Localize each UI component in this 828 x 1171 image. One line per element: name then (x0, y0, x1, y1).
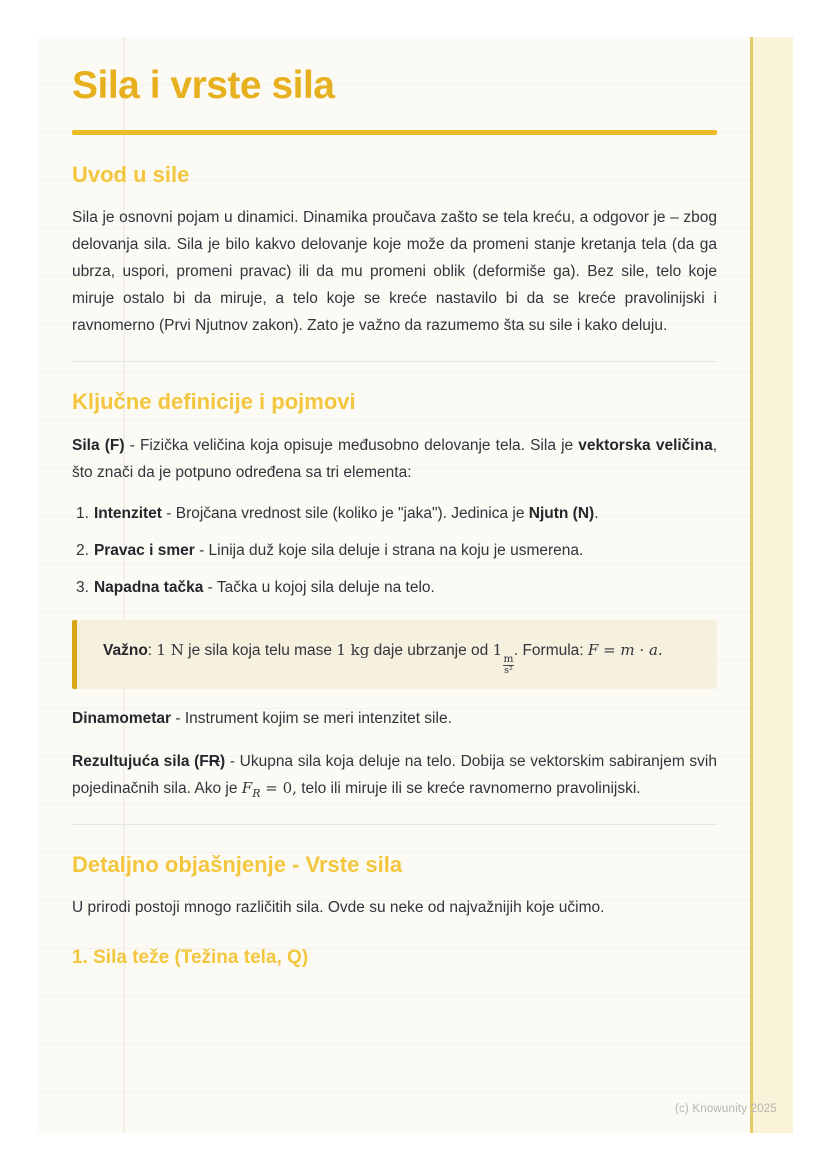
section-divider (72, 824, 717, 825)
list-item-text-end: . (594, 504, 599, 522)
term-njutn: Njutn (N) (528, 504, 595, 522)
term-close-paren: ) (219, 752, 226, 770)
page-title: Sila i vrste sila (72, 64, 335, 107)
term-napadna-tacka: Napadna tačka (93, 578, 204, 596)
list-item-text: - Linija duž koje sila deluje i strana na koju je usmerena. (194, 541, 584, 559)
copyright-footer: (c) Knowunity 2025 (674, 1103, 777, 1115)
math-equals-zero: = 0, (260, 778, 297, 797)
section-divider (72, 361, 717, 362)
math-one: 1 (492, 640, 503, 659)
document-page (38, 37, 793, 1133)
section-heading-definicije: Ključne definicije i pojmovi (72, 389, 356, 415)
callout-text-1: je sila koja telu mase (183, 641, 337, 659)
fraction-denominator: s² (504, 664, 513, 676)
list-number: 3. (76, 578, 89, 596)
callout-label: Važno (103, 641, 148, 659)
term-rezultujuca-sila: Rezultujuća sila (F (72, 752, 209, 770)
fraction-numerator: m (503, 652, 514, 665)
rezultujuca-paragraph (72, 748, 717, 802)
term-dinamometar: Dinamometar (72, 709, 172, 727)
math-formula-f-ma: F = m · a. (587, 640, 663, 659)
term-vektorska-velicina: vektorska veličina (578, 436, 713, 454)
term-intenzitet: Intenzitet (93, 504, 162, 522)
subsection-heading-sila-teze: 1. Sila teže (Težina tela, Q) (72, 947, 309, 969)
lead-text-1: - Fizička veličina koja opisuje međusobno delovanje tela. Sila je (124, 436, 579, 454)
dinamometar-paragraph (72, 705, 717, 732)
list-item (72, 502, 717, 526)
intro-paragraph: Sila je osnovni pojam u dinamici. Dinamika proučava zašto se tela kreću, a odgovor je – zbog delovanja sila. Sila je bilo kakvo delovanje koje može da promeni stanje kretanja tela (da ga ubrza, uspori, promeni pravac) ili da mu promeni oblik (deformiše ga). Bez sile, telo koje miruje ostalo bi da miruje, a telo koje se kreće nastavilo bi da se kreće pravolinijski i ravnomerno (Prvi Njutnov zakon). Zato je važno da razumemo šta su sile i kako deluju. (72, 209, 717, 335)
force-elements-list (72, 502, 717, 600)
details-paragraph: U prirodi postoji mnogo različitih sila. Ovde su neke od najvažnijih koje učimo. (72, 899, 605, 917)
math-f: F (241, 778, 253, 797)
important-callout-box (72, 620, 717, 689)
list-item-text: - Brojčana vrednost sile (koliko je "jaka"). Jedinica je (161, 504, 529, 522)
list-item (72, 539, 717, 563)
math-f-subscript-r: R (252, 786, 261, 800)
rezultujuca-text-2: telo ili miruje ili se kreće ravnomerno pravolinijski. (296, 779, 641, 797)
list-item (72, 576, 717, 600)
section-heading-uvod: Uvod u sile (72, 161, 190, 187)
section-heading-detaljno: Detaljno objašnjenje - Vrste sila (72, 851, 403, 877)
math-fraction-m-per-s2 (503, 654, 514, 676)
document-content (72, 37, 717, 970)
math-one-kilogram: 1 kg (336, 640, 370, 659)
subscript-r-strikethrough: R (208, 752, 220, 770)
title-underline-rule (72, 130, 717, 135)
callout-text-3: . Formula: (513, 641, 588, 659)
definitions-lead-paragraph (72, 432, 717, 486)
notebook-right-strip (750, 37, 793, 1133)
rezultujuca-text-1: - Ukupna sila koja deluje na telo. Dobija se vektorskim sabiranjem svih pojedinačnih sila. Ako je (72, 752, 717, 797)
callout-colon: : (147, 641, 157, 659)
list-number: 1. (76, 504, 89, 522)
list-item-text: - Tačka u kojoj sila deluje na telo. (203, 578, 435, 596)
term-pravac-i-smer: Pravac i smer (93, 541, 195, 559)
math-one-newton: 1 N (156, 640, 184, 659)
dinamometar-text: - Instrument kojim se meri intenzitet sile. (171, 709, 452, 727)
term-sila: Sila (F) (72, 436, 125, 454)
callout-text-2: daje ubrzanje od (369, 641, 493, 659)
list-number: 2. (76, 541, 89, 559)
lead-text-2: , što znači da je potpuno određena sa tri elementa: (72, 436, 718, 481)
